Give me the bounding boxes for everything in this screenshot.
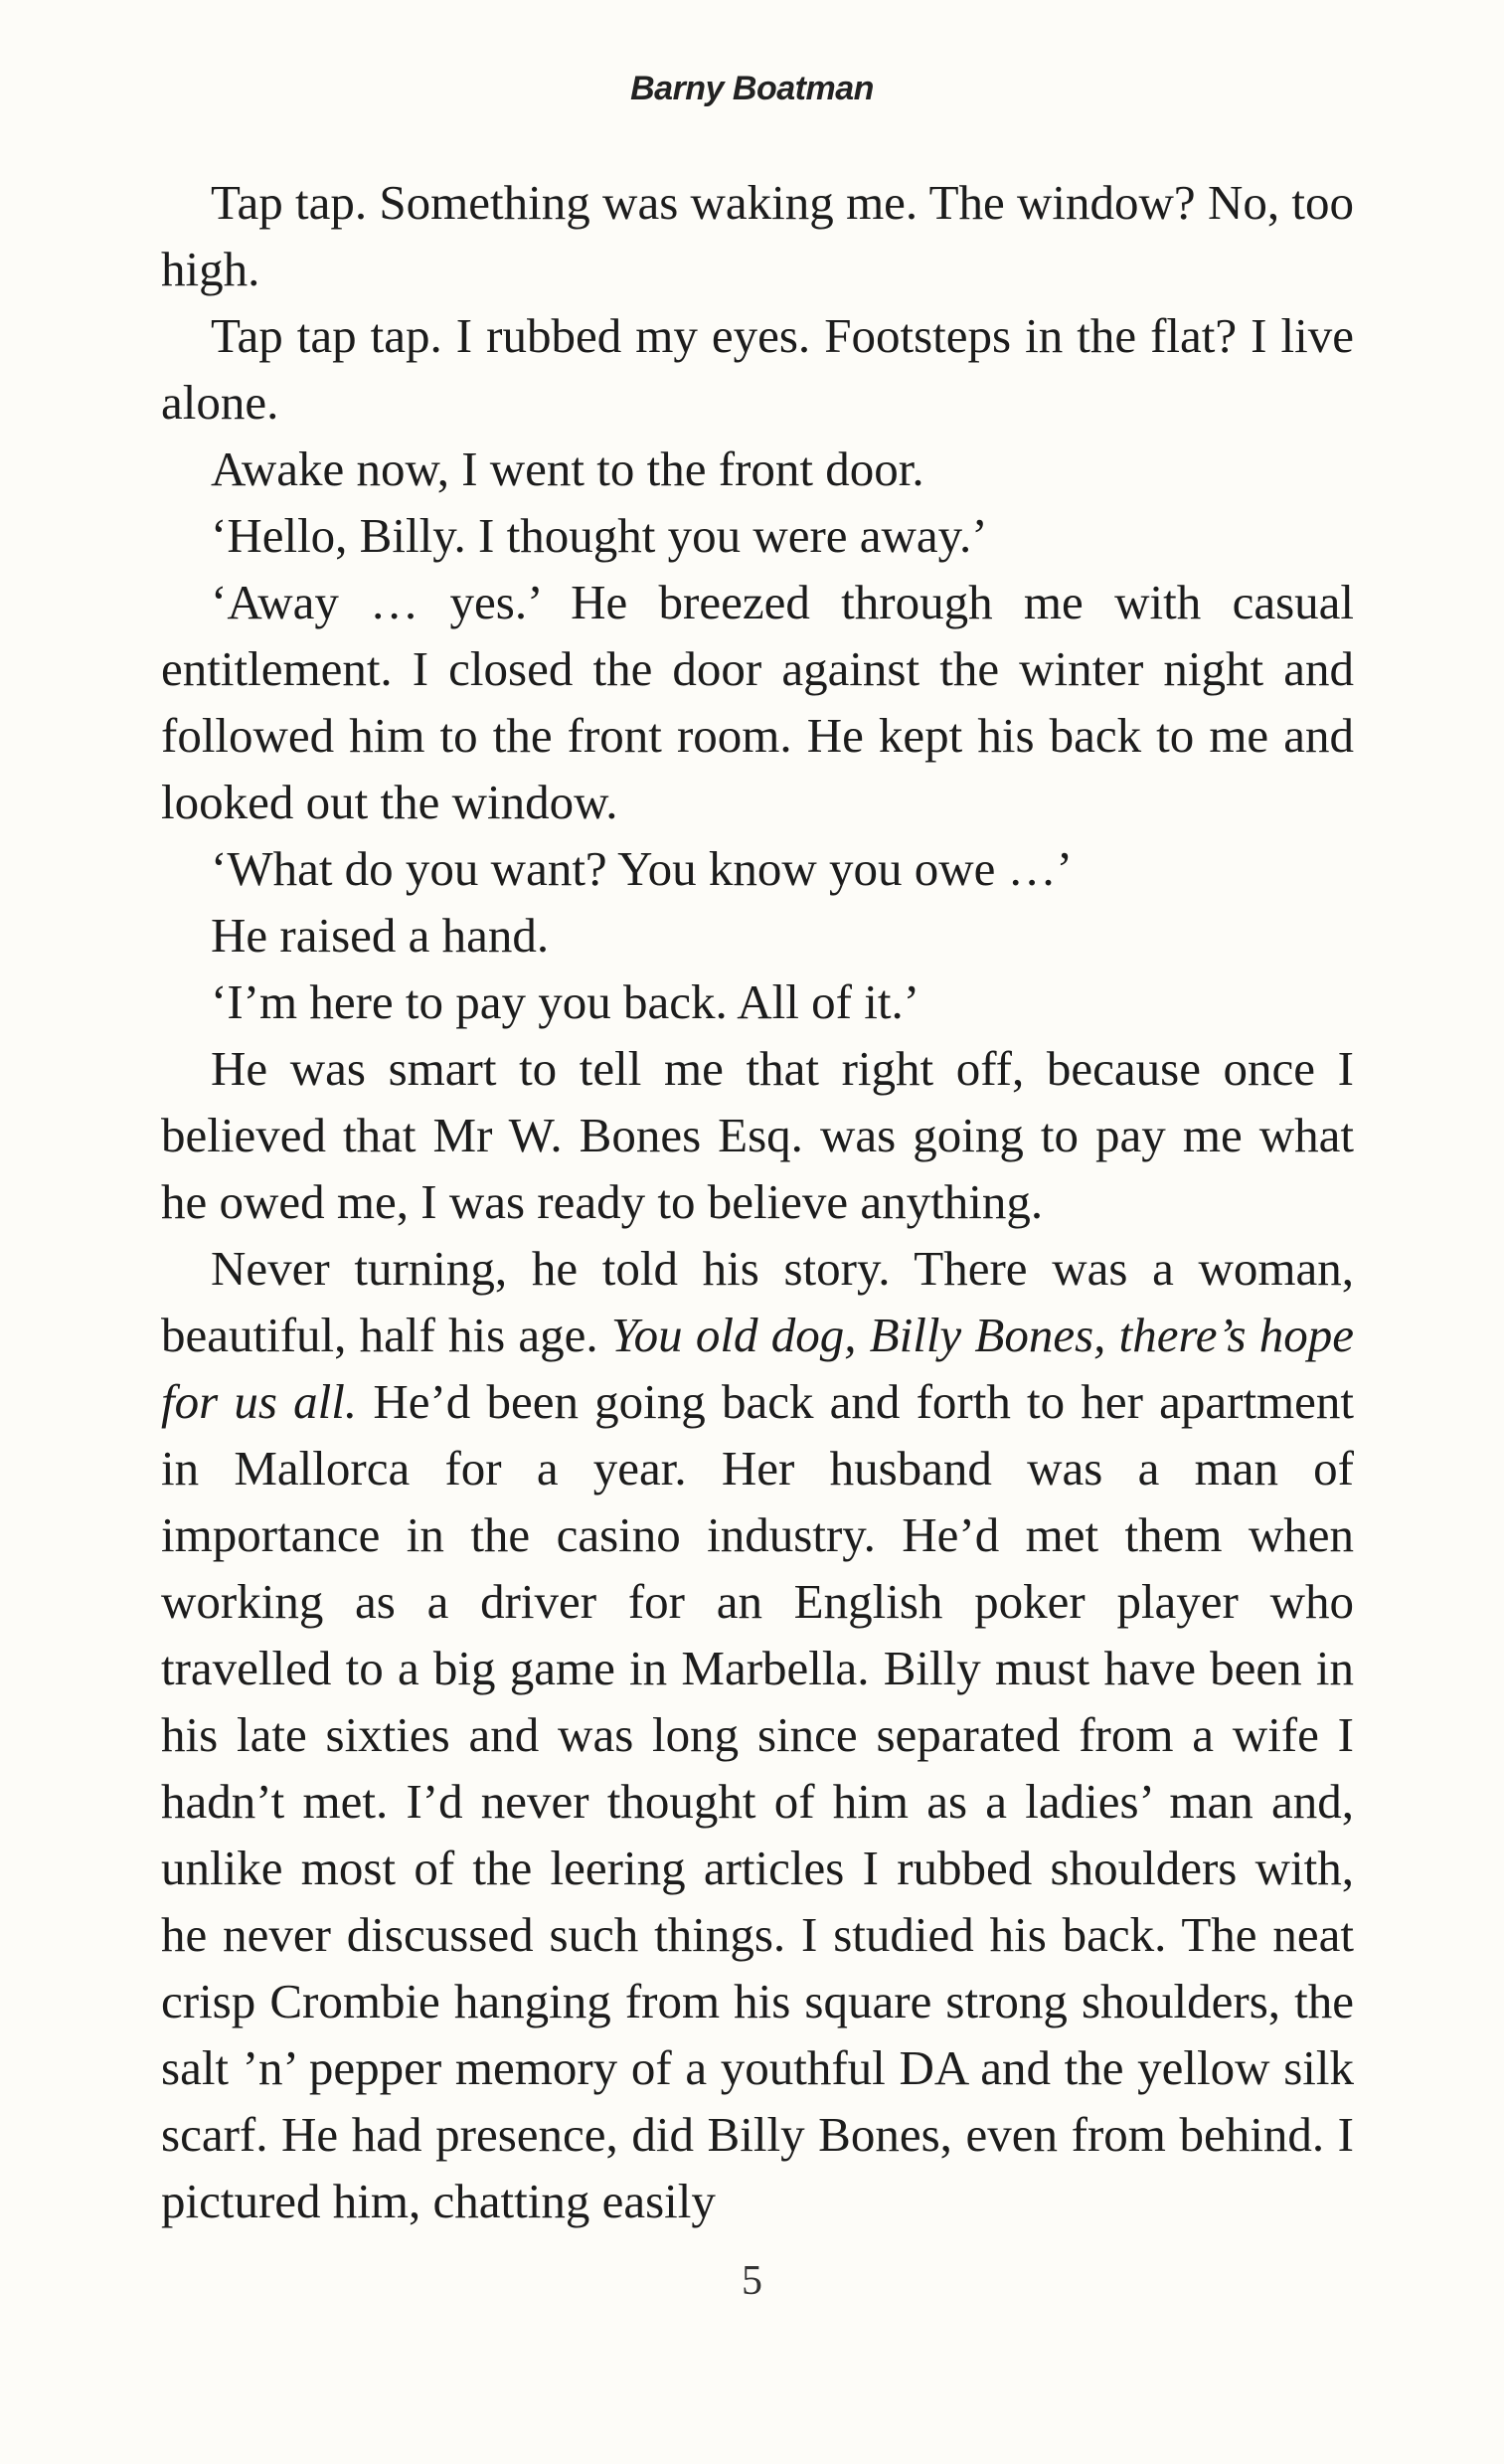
- paragraph-long-part1: Never turning, he told his story. There was a woman, beautiful, half his age.: [161, 1241, 1354, 1362]
- paragraph: Tap tap. Something was waking me. The window? No, too high.: [161, 175, 1354, 296]
- paragraph: ‘I’m here to pay you back. All of it.’: [211, 974, 920, 1029]
- paragraph: ‘Hello, Billy. I thought you were away.’: [211, 508, 988, 563]
- paragraph: ‘What do you want? You know you owe …’: [211, 841, 1073, 896]
- body-text: [161, 169, 1354, 2234]
- paragraph-long-italic: You old dog, Billy Bones, there’s hope for us all.: [161, 1308, 1355, 1429]
- paragraph-long-part2: He’d been going back and forth to her apartment in Mallorca for a year. Her husband was a man of importance in the casino industry. He’d met them when working as a driver for an English poker player who travelled to a big game in Marbella. Billy must have been in his late sixties and was long since separated from a wife I hadn’t met. I’d never thought of him as a ladies’ man and, unlike most of the leering articles I rubbed shoulders with, he never discussed such things. I studied his back. The neat crisp Crombie hanging from his square strong shoulders, the salt ’n’ pepper memory of a youthful DA and the yellow silk scarf. He had presence, did Billy Bones, even from behind. I pictured him, chatting easily: [161, 1374, 1354, 2228]
- paragraph-long: [161, 1235, 1354, 2234]
- paragraph: ‘Away … yes.’ He breezed through me with casual entitlement. I closed the door against the winter night and followed him to the front room. He kept his back to me and looked out the window.: [161, 575, 1354, 829]
- paragraph: Awake now, I went to the front door.: [211, 441, 924, 496]
- paragraph: Tap tap tap. I rubbed my eyes. Footsteps in the flat? I live alone.: [161, 308, 1354, 430]
- paragraph: He was smart to tell me that right off, because once I believed that Mr W. Bones Esq. was going to pay me what he owed me, I was ready to believe anything.: [161, 1041, 1354, 1229]
- running-header-author: Barny Boatman: [630, 70, 874, 107]
- page-number: 5: [742, 2258, 762, 2304]
- paragraph: He raised a hand.: [211, 908, 550, 963]
